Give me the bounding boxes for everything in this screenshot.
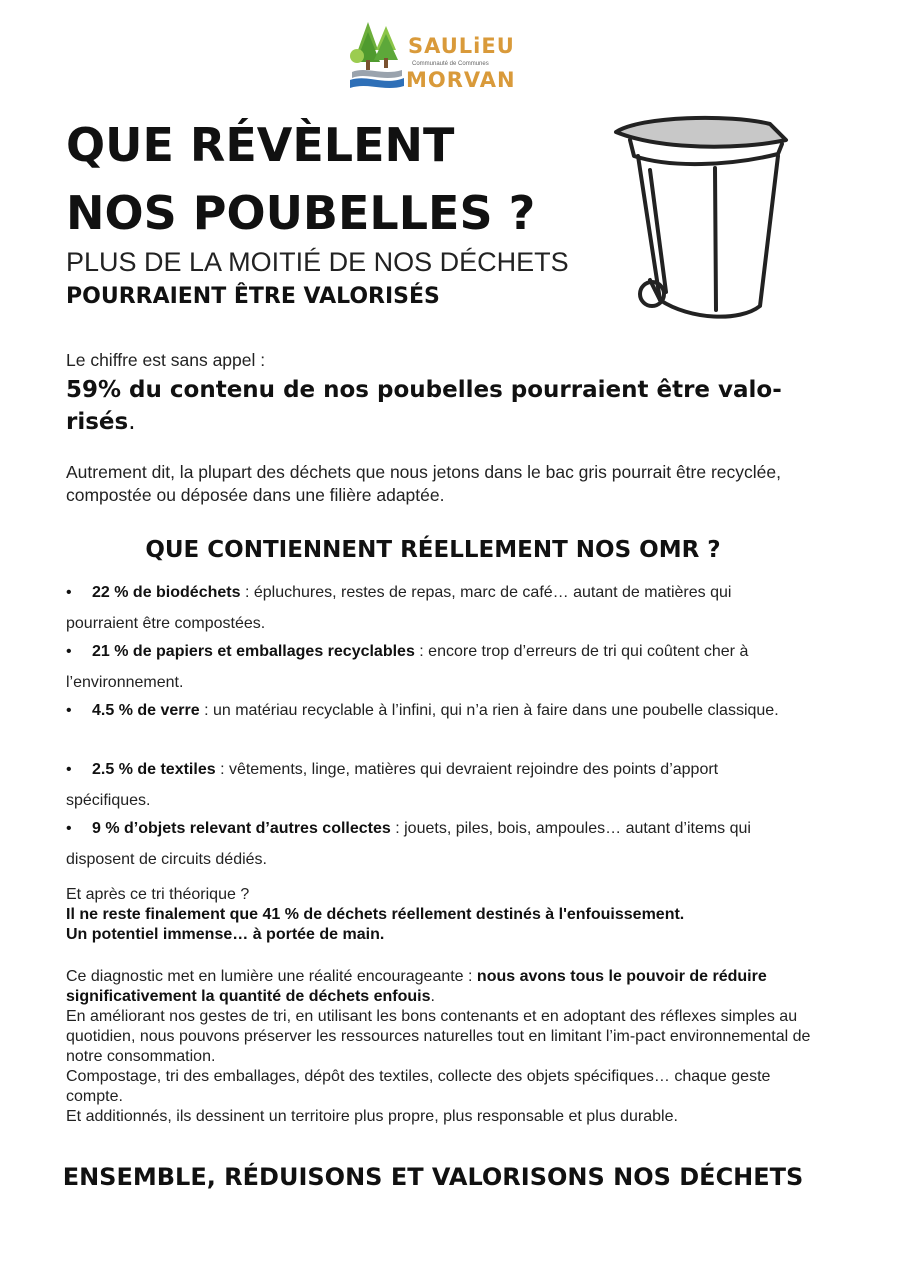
logo-line-communaute: Communauté de Communes [412, 61, 489, 67]
diagnostic-para4: Et additionnés, ils dessinent un territoire plus propre, plus responsable et plus durable. [66, 1108, 678, 1125]
omr-composition-list [66, 577, 806, 872]
list-item [66, 695, 806, 754]
item-text: : un matériau recyclable à l’infini, qui n’a rien à faire dans une poubelle classique. [199, 702, 779, 719]
diagnostic-bold: nous avons tous le pouvoir de réduire significativement la quantité de déchets enfouis [66, 968, 767, 1005]
key-figure-end: . [128, 409, 136, 435]
item-text: : encore trop d’erreurs de tri qui coûtent cher à l’environnement. [66, 643, 749, 691]
wheelie-bin-icon [610, 110, 790, 330]
saulieu-morvan-logo [348, 20, 528, 92]
trees-river-logo-icon [348, 20, 406, 92]
key-figure-text: 59% du contenu de nos poubelles pourraient être valo-risés [66, 377, 782, 435]
diagnostic-lead-end: . [430, 988, 435, 1005]
item-text: : jouets, piles, bois, ampoules… autant d’items qui disposent de circuits dédiés. [66, 820, 751, 868]
page-title-line2: NOS POUBELLES ? [66, 186, 536, 240]
item-label: 22 % de biodéchets [92, 584, 241, 601]
list-item [66, 636, 806, 695]
item-label: 2.5 % de textiles [92, 761, 216, 778]
after-bold1-text: Il ne reste finalement que 41 % de déchets réellement destinés à l'enfouissement. [66, 906, 685, 923]
diagnostic-lead: Ce diagnostic met en lumière une réalité encourageante : [66, 968, 477, 985]
list-item [66, 813, 806, 872]
key-figure [66, 374, 806, 438]
list-item [66, 754, 806, 813]
item-text: : vêtements, linge, matières qui devraient rejoindre des points d’apport spécifiques. [66, 761, 719, 809]
after-bold-line2 [66, 925, 826, 945]
intro-explanation: Autrement dit, la plupart des déchets que nous jetons dans le bac gris pourrait être recyclée, compostée ou déposée dans une filière adaptée. [66, 462, 781, 505]
diagnostic-para2: En améliorant nos gestes de tri, en utilisant les bons contenants et en adoptant des réflexes simples au quotidien, nous pouvons préserver les ressources naturelles tout en limitant l’im-pact environnemental de notre consommation. [66, 1008, 811, 1065]
diagnostic-block [66, 967, 826, 1127]
item-label: 4.5 % de verre [92, 702, 200, 719]
after-sorting-block [66, 885, 826, 945]
subtitle-line1: PLUS DE LA MOITIÉ DE NOS DÉCHETS [66, 247, 569, 277]
item-label: 9 % d’objets relevant d’autres collectes [92, 820, 391, 837]
logo-line-saulieu: SAULiEU [408, 34, 515, 58]
item-text: : épluchures, restes de repas, marc de café… autant de matières qui pourraient être compostées. [66, 584, 732, 632]
list-item [66, 577, 806, 636]
subtitle-line2: POURRAIENT ÊTRE VALORISÉS [66, 284, 440, 309]
item-label: 21 % de papiers et emballages recyclables [92, 643, 415, 660]
after-bold2-text: Un potentiel immense… à portée de main. [66, 926, 385, 943]
section-title: QUE CONTIENNENT RÉELLEMENT NOS OMR ? [145, 537, 721, 563]
intro-lead: Le chiffre est sans appel : [66, 350, 266, 370]
closing-slogan: ENSEMBLE, RÉDUISONS ET VALORISONS NOS DÉCHETS [62, 1163, 804, 1191]
page-title-line1: QUE RÉVÈLENT [66, 118, 455, 172]
logo-line-morvan: MORVAN [406, 68, 516, 92]
after-bold-line1 [66, 905, 826, 925]
diagnostic-para3: Compostage, tri des emballages, dépôt des textiles, collecte des objets spécifiques… chaque geste compte. [66, 1068, 771, 1105]
after-question: Et après ce tri théorique ? [66, 886, 250, 903]
diagnostic-para1 [66, 967, 826, 1007]
